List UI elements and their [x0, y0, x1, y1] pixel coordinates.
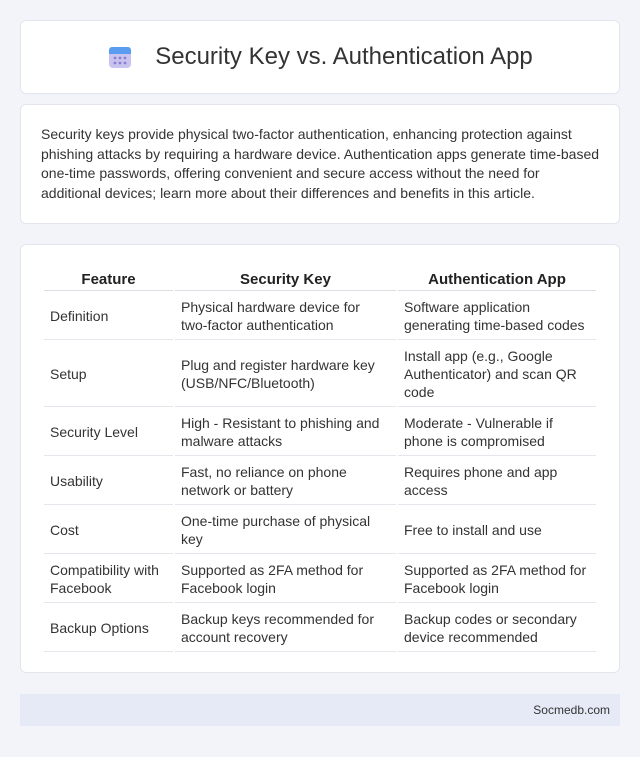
row-authentication-app: Software application generating time-based codes [398, 293, 596, 340]
table-header-row [44, 267, 596, 291]
row-authentication-app: Install app (e.g., Google Authenticator) and scan QR code [398, 342, 596, 407]
page-title: Security Key vs. Authentication App [155, 43, 533, 70]
row-authentication-app: Backup codes or secondary device recommended [398, 605, 596, 652]
table-row [44, 507, 596, 554]
row-security-key: Plug and register hardware key (USB/NFC/Bluetooth) [175, 342, 396, 407]
footer-site-link[interactable]: Socmedb.com [533, 703, 610, 717]
table-row [44, 458, 596, 505]
row-feature: Security Level [44, 409, 173, 456]
table-row [44, 605, 596, 652]
row-feature: Definition [44, 293, 173, 340]
row-feature: Usability [44, 458, 173, 505]
header-feature: Feature [44, 267, 173, 291]
intro-paragraph: Security keys provide physical two-factor authentication, enhancing protection against phishing attacks by requiring a hardware device. Authentication apps generate time-based one-time passwords, offering convenient and secure access without the need for additional devices; learn more about their differences and benefits in this article. [41, 126, 600, 201]
row-authentication-app: Moderate - Vulnerable if phone is compromised [398, 409, 596, 456]
header-security-key: Security Key [175, 267, 396, 291]
calendar-icon [107, 44, 133, 70]
footer-bar [20, 694, 620, 726]
row-authentication-app: Requires phone and app access [398, 458, 596, 505]
row-feature: Compatibility with Facebook [44, 556, 173, 603]
header-authentication-app: Authentication App [398, 267, 596, 291]
intro-card [20, 104, 620, 224]
table-row [44, 556, 596, 603]
row-feature: Cost [44, 507, 173, 554]
row-authentication-app: Supported as 2FA method for Facebook login [398, 556, 596, 603]
comparison-card [20, 244, 620, 673]
row-security-key: High - Resistant to phishing and malware attacks [175, 409, 396, 456]
table-row [44, 342, 596, 407]
title-card [20, 20, 620, 94]
row-security-key: Supported as 2FA method for Facebook login [175, 556, 396, 603]
row-security-key: Backup keys recommended for account recovery [175, 605, 396, 652]
table-row [44, 293, 596, 340]
row-authentication-app: Free to install and use [398, 507, 596, 554]
comparison-table [42, 265, 598, 654]
table-row [44, 409, 596, 456]
row-security-key: Physical hardware device for two-factor authentication [175, 293, 396, 340]
row-security-key: Fast, no reliance on phone network or battery [175, 458, 396, 505]
row-feature: Backup Options [44, 605, 173, 652]
row-security-key: One-time purchase of physical key [175, 507, 396, 554]
row-feature: Setup [44, 342, 173, 407]
